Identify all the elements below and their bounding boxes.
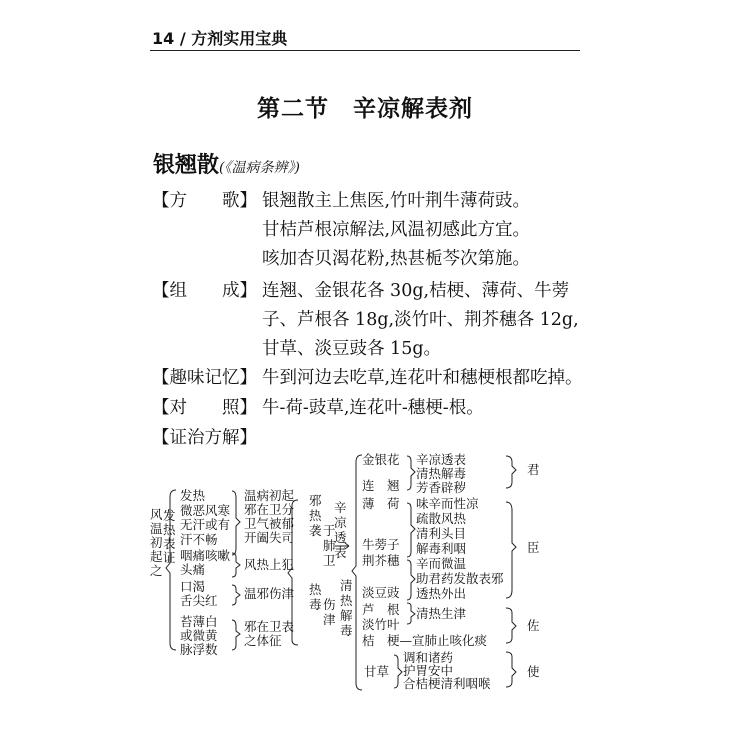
- herb-action: 芳香辟秽: [416, 480, 467, 495]
- cause-text: 之体征: [244, 633, 282, 648]
- song-line-3: 咳加杏贝渴花粉,热甚栀芩次第施。: [262, 249, 531, 269]
- syndrome-char: 热: [163, 522, 176, 537]
- herb-action: 桔 梗—宣肺止咳化痰: [362, 633, 488, 648]
- pathogenesis-char: 袭: [309, 523, 322, 538]
- herb-action: 清利头目: [416, 526, 467, 541]
- section-title: 第二节 辛凉解表剂: [257, 96, 473, 122]
- syndrome-char: 温: [150, 521, 163, 536]
- symptom-text: 头痛: [180, 562, 206, 577]
- song-line-1: 银翘散主上焦医,竹叶荆牛薄荷豉。: [262, 191, 531, 211]
- herb-name: 连 翘: [362, 478, 400, 493]
- memory-label: 【趣味记忆】: [152, 368, 257, 388]
- herb-action: 调和诸药: [403, 650, 454, 665]
- herb-action: 解毒利咽: [416, 541, 467, 556]
- herb-roles: [362, 452, 540, 691]
- composition-line-1: 连翘、金银花各 30g,桔梗、薄荷、牛蒡: [262, 281, 570, 301]
- symptom-text: 脉浮数: [180, 642, 218, 657]
- symptom-text: 无汗或有: [180, 517, 231, 532]
- composition-label: 【组 成】: [152, 281, 257, 301]
- cause-text: 卫气被郁: [244, 516, 295, 531]
- herb-name: 淡竹叶: [362, 617, 400, 632]
- herb-action: 清热生津: [416, 606, 467, 621]
- pathogenesis-char: 津: [323, 612, 336, 627]
- pathogenesis-char: 热: [309, 508, 322, 523]
- composition-line-3: 甘草、淡豆豉各 15g。: [262, 339, 442, 359]
- herb-action: 辛而微温: [416, 556, 467, 571]
- herb-action: 合桔梗清利咽喉: [403, 676, 491, 691]
- method-char: 清: [340, 578, 353, 593]
- song-label: 【方 歌】: [152, 191, 257, 211]
- symptom-text: 发热: [180, 488, 206, 503]
- herb-action: 透热外出: [416, 586, 467, 601]
- syndrome-char: 证: [163, 550, 176, 565]
- pathogenesis-char: 肺: [323, 538, 336, 553]
- composition-line-2: 子、芦根各 18g,淡竹叶、荆芥穗各 12g,: [262, 310, 579, 330]
- herb-name: 淡豆豉: [362, 585, 400, 600]
- herb-action: 辛凉透表: [416, 452, 467, 467]
- herb-name: 金银花: [362, 452, 400, 467]
- cause-text: 邪在卫分: [244, 502, 295, 517]
- syndrome-char: 初: [150, 535, 163, 550]
- formula-source: (《温病条辨》): [219, 160, 300, 176]
- herb-action: 助君药发散表邪: [416, 571, 504, 586]
- syndrome-char: 发: [163, 508, 176, 523]
- syndrome-char: 起: [150, 549, 163, 564]
- symptom-text: 口渴: [180, 579, 206, 594]
- cause-text: 温邪伤津: [244, 586, 295, 601]
- method-char: 热: [340, 593, 353, 608]
- memory-text: 牛到河边去吃草,连花叶和穗梗根都吃掉。: [262, 368, 583, 388]
- herb-name: 牛蒡子: [362, 537, 400, 552]
- method-char: 解: [340, 608, 353, 623]
- page-number: 14: [152, 29, 175, 48]
- herb-action: 味辛而性凉: [416, 496, 479, 511]
- method-char: 凉: [334, 515, 347, 530]
- cause-text: 开阖失司: [244, 530, 295, 545]
- method-char: 毒: [340, 623, 353, 638]
- pathogenesis-char: 伤: [323, 597, 336, 612]
- pathogenesis-char: 热: [309, 582, 322, 597]
- song-line-2: 甘桔芦根凉解法,风温初感此方宜。: [262, 220, 531, 240]
- role-label: 佐: [527, 618, 540, 633]
- cause-text: 邪在卫表: [244, 619, 295, 634]
- correspondence-label: 【对 照】: [152, 398, 257, 418]
- herb-action: 疏散风热: [416, 511, 467, 526]
- herb-action: 清热解毒: [416, 466, 467, 481]
- method-char: 辛: [334, 500, 347, 515]
- herb-name: 薄 荷: [362, 496, 400, 511]
- role-label: 君: [527, 462, 540, 477]
- method-char: 表: [334, 545, 347, 560]
- symptom-text: 或微黄: [180, 628, 218, 643]
- cause-text: 风热上犯: [244, 557, 295, 572]
- pathogenesis-char: 于: [323, 523, 336, 538]
- herb-name: 芦 根: [362, 602, 400, 617]
- pathogenesis-char: 卫: [323, 553, 336, 568]
- herb-action: 护胃安中: [403, 663, 454, 678]
- symptom-text: 汗不畅: [180, 532, 218, 547]
- book-title: 方剂实用宝典: [191, 29, 288, 48]
- herb-name: 甘草: [364, 664, 390, 679]
- analysis-label: 【证治方解】: [152, 428, 257, 448]
- correspondence-text: 牛-荷-豉草,连花叶-穗梗-根。: [262, 398, 484, 418]
- pathogenesis-char: 邪: [309, 493, 322, 508]
- pathogenesis-char: 毒: [309, 597, 322, 612]
- symptom-text: 舌尖红: [180, 593, 218, 608]
- herb-name: 荆芥穗: [362, 553, 400, 568]
- method-char: 透: [334, 530, 347, 545]
- formula-name: 银翘散: [153, 153, 220, 178]
- header-separator: /: [179, 29, 186, 48]
- treatment-methods: [334, 500, 353, 638]
- symptom-text: 微恶风寒: [180, 503, 231, 518]
- syndrome-char: 风: [150, 507, 163, 522]
- syndrome-char: 之: [150, 563, 163, 578]
- syndrome-char: 表: [163, 536, 176, 551]
- role-label: 使: [527, 664, 540, 679]
- role-label: 臣: [527, 540, 540, 555]
- symptom-text: 咽痛咳嗽: [180, 548, 231, 563]
- symptom-text: 苔薄白: [180, 614, 218, 629]
- syndrome-column: [150, 507, 176, 578]
- cause-text: 温病初起: [244, 488, 295, 503]
